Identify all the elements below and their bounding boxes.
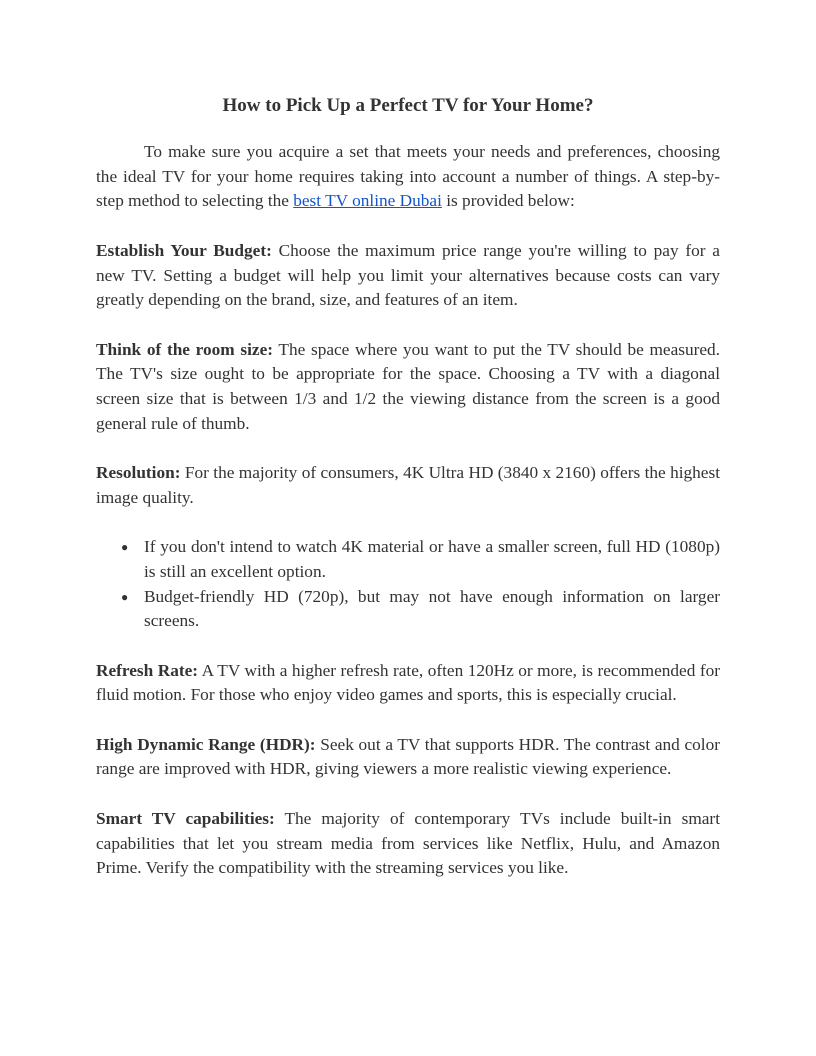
- resolution-text: For the majority of consumers, 4K Ultra HD (3840 x 2160) offers the highest image quality.: [96, 463, 720, 507]
- smart-tv-paragraph: [96, 807, 720, 881]
- room-size-heading: Think of the room size:: [96, 339, 274, 359]
- intro-paragraph: [96, 140, 720, 214]
- hdr-paragraph: [96, 733, 720, 782]
- spacer: [96, 708, 720, 733]
- spacer: [96, 313, 720, 338]
- resolution-heading: Resolution:: [96, 463, 181, 483]
- list-item: [121, 535, 720, 584]
- intro-text-after-link: is provided below:: [441, 191, 575, 211]
- best-tv-link[interactable]: best TV online Dubai: [293, 191, 442, 211]
- resolution-bullet-list: [96, 535, 720, 634]
- spacer: [96, 782, 720, 807]
- budget-heading: Establish Your Budget:: [96, 240, 272, 260]
- document-page: [96, 94, 720, 881]
- smart-tv-text: The majority of contemporary TVs include built-in smart capabilities that let you stream media from services like Netflix, Hulu, and Amazon Prime. Verify the compatibility with the streaming services you like.: [96, 808, 720, 878]
- room-size-text: The space where you want to put the TV should be measured. The TV's size ought to be appropriate for the space. Choosing a TV with a diagonal screen size that is between 1/3 and 1/2 the viewing distance from the screen is a good general rule of thumb.: [96, 339, 720, 433]
- hdr-text: Seek out a TV that supports HDR. The contrast and color range are improved with HDR, giving viewers a more realistic viewing experience.: [96, 734, 720, 779]
- room-size-paragraph: [96, 338, 720, 437]
- bullet-text: If you don't intend to watch 4K material or have a smaller screen, full HD (1080p) is still an excellent option.: [144, 537, 720, 581]
- refresh-rate-heading: Refresh Rate:: [96, 660, 199, 680]
- refresh-rate-paragraph: [96, 659, 720, 708]
- bullet-text: Budget-friendly HD (720p), but may not have enough information on larger screens.: [144, 586, 720, 631]
- spacer: [96, 511, 720, 536]
- smart-tv-heading: Smart TV capabilities:: [96, 808, 275, 828]
- budget-paragraph: [96, 239, 720, 313]
- document-title: How to Pick Up a Perfect TV for Your Home?: [222, 95, 594, 116]
- spacer: [96, 214, 720, 239]
- intro-text-before-link: To make sure you acquire a set that meets your needs and preferences, choosing the ideal TV for your home requires taking into account a number of things. A step-by-step method to selecting the: [96, 142, 720, 211]
- spacer: [96, 634, 720, 659]
- list-item: [121, 585, 720, 634]
- budget-text: Choose the maximum price range you're willing to pay for a new TV. Setting a budget will help you limit your alternatives because costs can vary greatly depending on the brand, size, and features of an item.: [96, 240, 720, 310]
- hdr-heading: High Dynamic Range (HDR):: [96, 734, 316, 754]
- spacer: [96, 436, 720, 461]
- bullet-icon: ●: [121, 540, 129, 555]
- resolution-paragraph: [96, 461, 720, 510]
- bullet-icon: ●: [121, 589, 129, 604]
- refresh-rate-text: A TV with a higher refresh rate, often 120Hz or more, is recommended for fluid motion. For those who enjoy video games and sports, this is especially crucial.: [96, 660, 720, 705]
